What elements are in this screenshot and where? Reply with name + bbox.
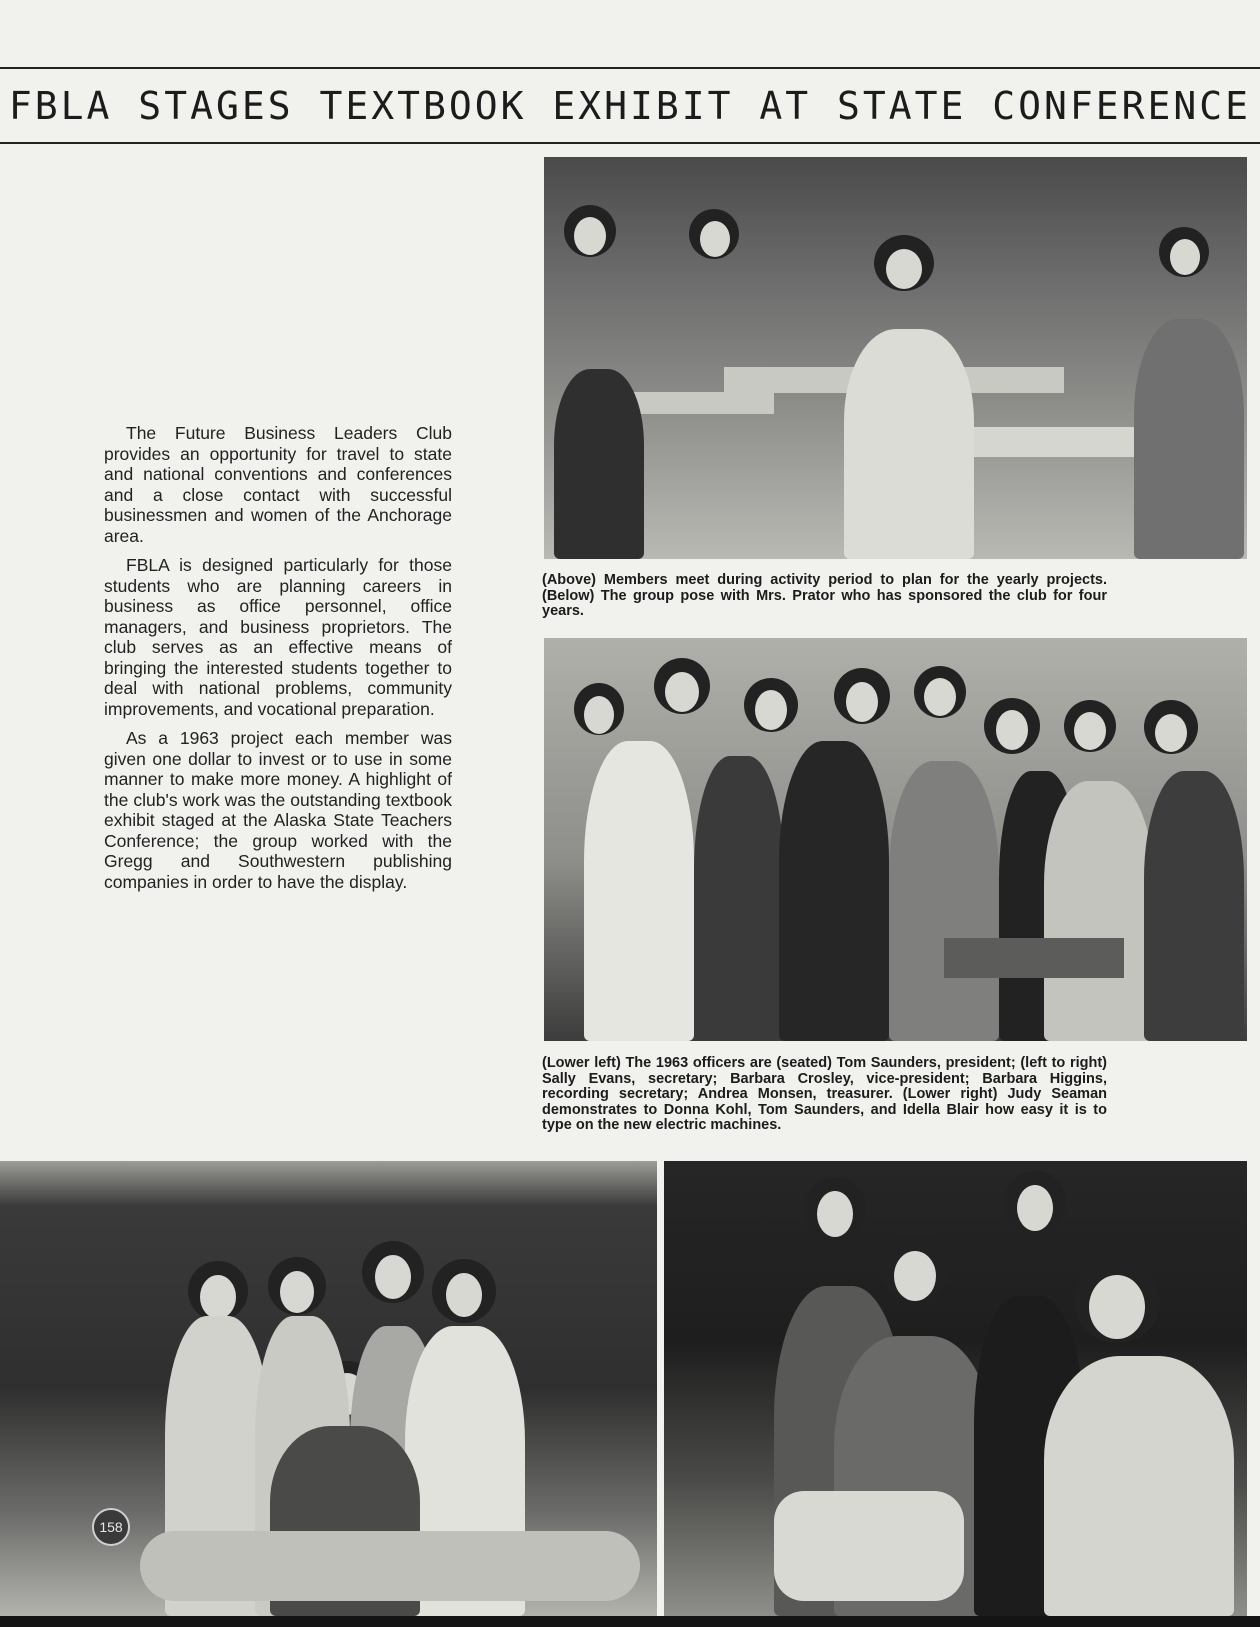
paragraph-3: As a 1963 project each member was given one dollar to invest or to use in some manner to make more money. A highlight of the club's work was the outstanding textbook exhibit staged at the Alaska State Teachers Conference; the group worked with the Gregg and Southwestern publishing companies in order to have the display.: [104, 728, 452, 892]
paragraph-2: FBLA is designed particularly for those students who are planning careers in business as office personnel, office managers, and business proprietors. The club serves as an effective means of bringing the interested students together to deal with national problems, community improvements, and vocational preparation.: [104, 555, 452, 719]
caption-lower: (Lower left) The 1963 officers are (seated) Tom Saunders, president; (left to right) Sally Evans, secretary; Barbara Crosley, vice-president; Barbara Higgins, recording secretary; Andrea Monsen, treasurer. (Lower right) Judy Seaman demonstrates to Donna Kohl, Tom Saunders, and Idella Blair how easy it is to type on the new electric machines.: [542, 1055, 1107, 1133]
photo-group-pose: [544, 638, 1247, 1041]
photo-officers: [0, 1161, 657, 1616]
caption-top: (Above) Members meet during activity period to plan for the yearly projects. (Below) The group pose with Mrs. Prator who has sponsored the club for four years.: [542, 572, 1107, 619]
page-title: FBLA STAGES TEXTBOOK EXHIBIT AT STATE CONFERENCE: [8, 84, 1252, 128]
page-number: 158: [92, 1508, 130, 1546]
article-body: [104, 423, 452, 901]
top-rule: [0, 67, 1260, 69]
paragraph-1: The Future Business Leaders Club provides an opportunity for travel to state and national conventions and conferences and a close contact with successful businessmen and women of the Anchorage area.: [104, 423, 452, 546]
photo-classroom-meeting: [544, 157, 1247, 559]
photo-typing-demo: [664, 1161, 1247, 1616]
page-bottom-edge: [0, 1616, 1260, 1627]
title-underline: [0, 142, 1260, 144]
